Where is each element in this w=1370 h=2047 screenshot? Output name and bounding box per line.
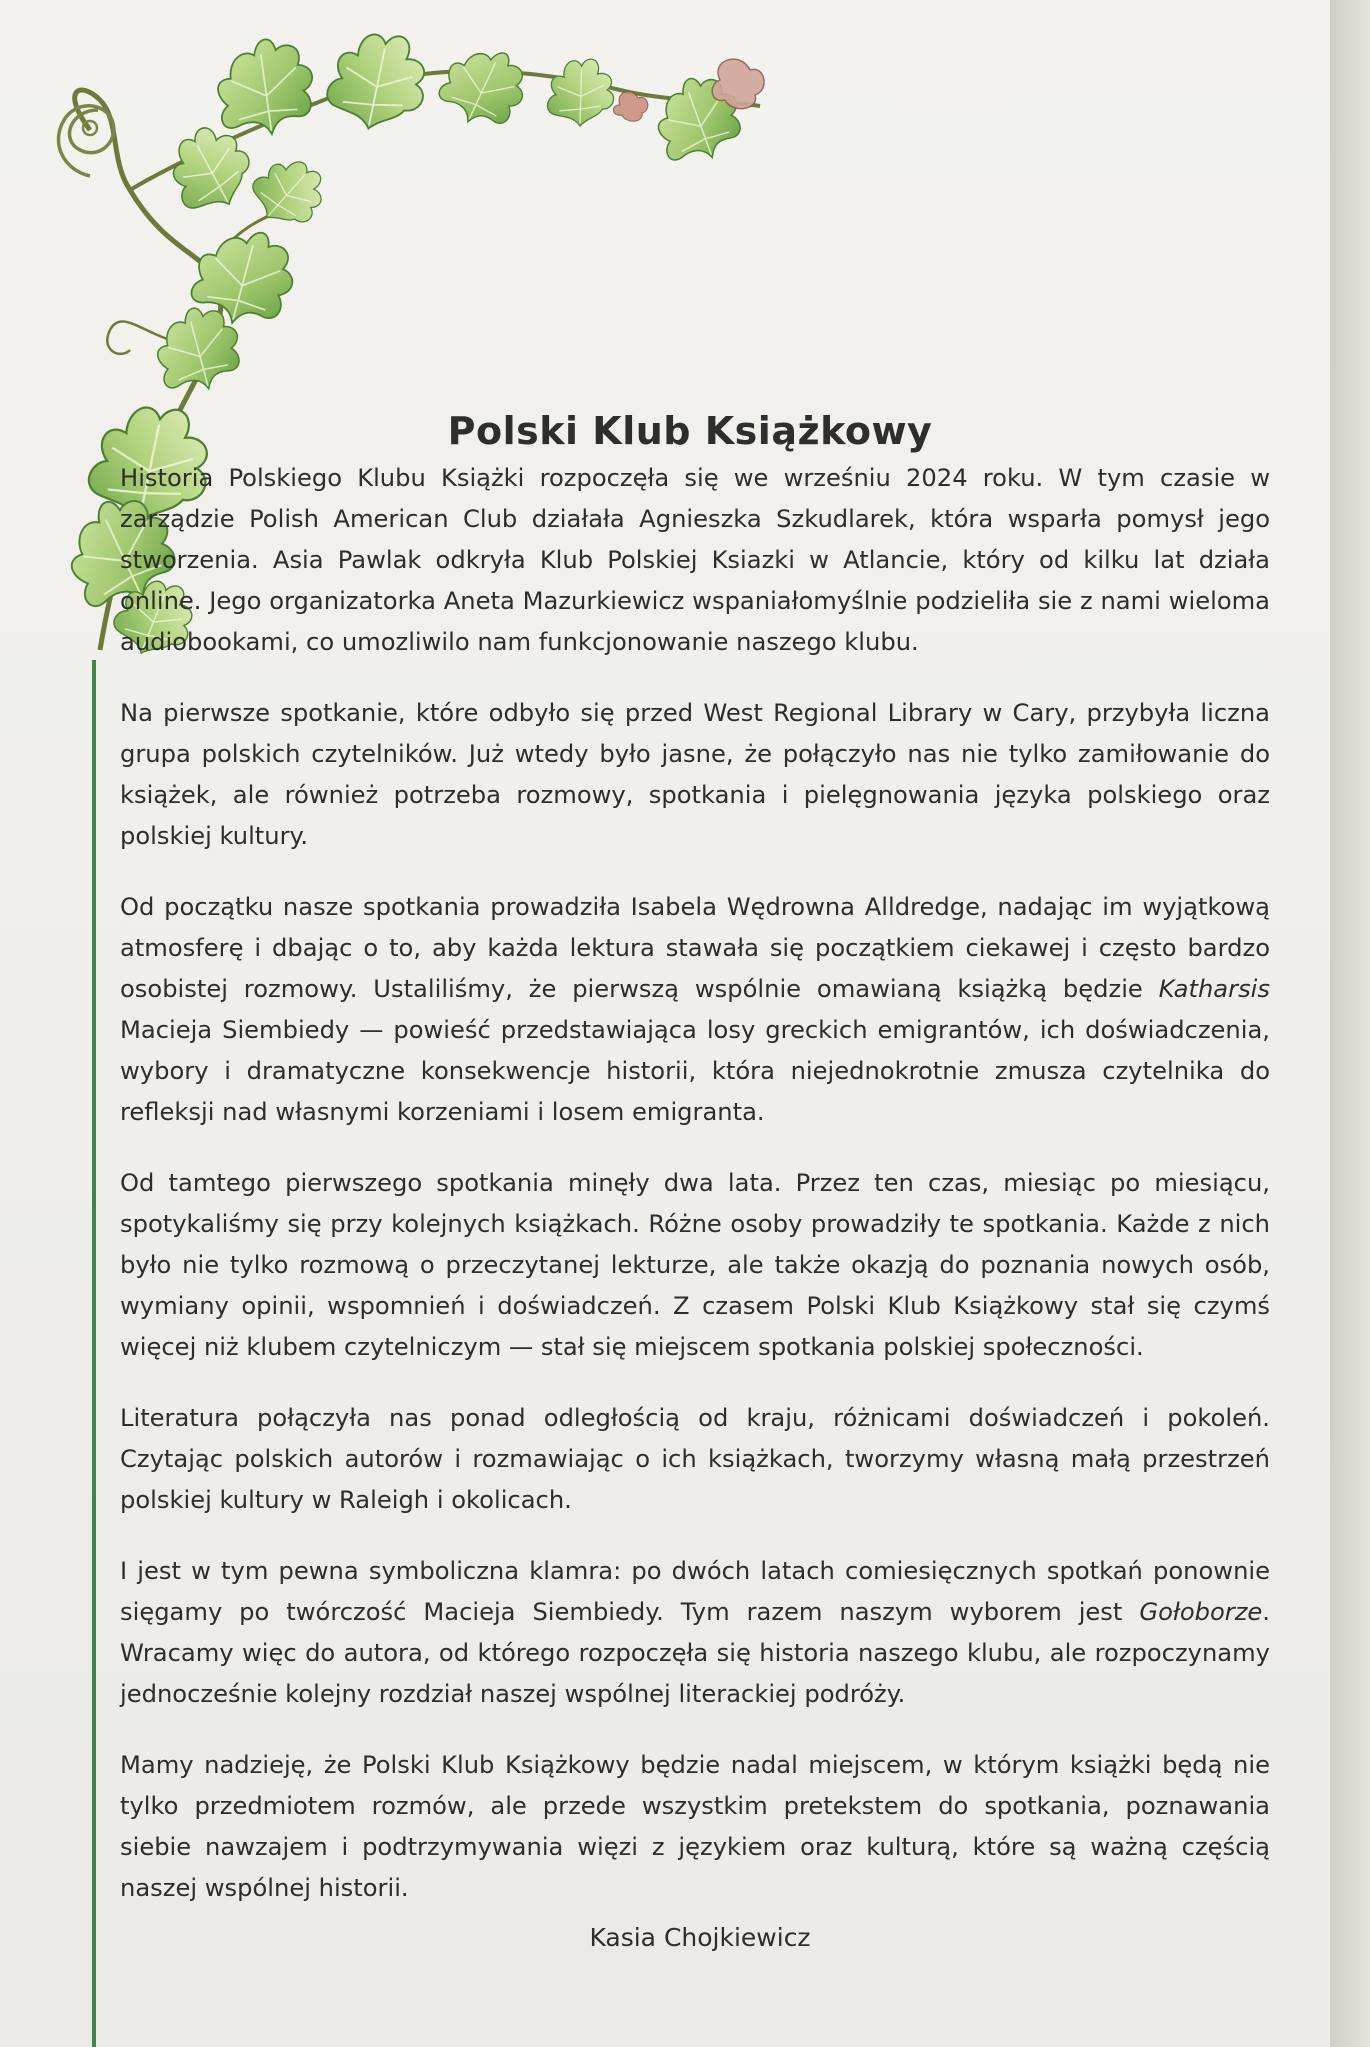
left-border-line [92,660,96,2047]
paragraph-literature: Literatura połączyła nas ponad odległością od kraju, różnicami doświadczeń i pokoleń. Czytając polskich autorów i rozmawiając o ich książkach, tworzymy własną małą przestrzeń polskiej kultury w Raleigh i okolicach. [120,1404,1270,1514]
paragraph-two-years: Od tamtego pierwszego spotkania minęły dwa lata. Przez ten czas, miesiąc po miesiącu, spotykaliśmy się przy kolejnych książkach. Różne osoby prowadziły te spotkania. Każde z nich było nie tylko rozmową o przeczytanej lekturze, ale także okazją do poznania nowych osób, wymiany opinii, wspomnień i doświadczeń. Z czasem Polski Klub Książkowy stał się czymś więcej niż klubem czytelniczym — stał się miejscem spotkania polskiej społeczności. [120,1169,1270,1361]
paragraph-symbolic-bracket [120,1551,1270,1715]
author-signature: Kasia Chojkiewicz [589,1923,811,1952]
document-title: Polski Klub Książkowy [447,409,933,454]
paragraph-hope: Mamy nadzieję, że Polski Klub Książkowy będzie nadal miejscem, w którym książki będą nie tylko przedmiotem rozmów, ale przede wszystkim pretekstem do spotkania, poznawania siebie nawzajem i podtrzymywania więzi z językiem oraz kulturą, które są ważną częścią naszej wspólnej historii. [120,1751,1270,1902]
paragraph-text-segment: Macieja Siembiedy — powieść przedstawiająca losy greckich emigrantów, ich doświadczenia, wybory i dramatyczne konsekwencje historii, która niejednokrotnie zmusza czytelnika do refleksji nad własnymi korzeniami i losem emigranta. [120,1016,1270,1126]
paragraph-meeting-leader [120,887,1270,1133]
paragraph-history: Historia Polskiego Klubu Książki rozpoczęła się we wrześniu 2024 roku. W tym czasie w zarządzie Polish American Club działała Agnieszka Szkudlarek, która wsparła pomysł jego stworzenia. Asia Pawlak odkryła Klub Polskiej Ksiazki w Atlancie, który od kilku lat działa online. Jego organizatorka Aneta Mazurkiewicz wspaniałomyślnie podzieliła sie z nami wieloma audiobookami, co umozliwilo nam funkcjonowanie naszego klubu. [120,464,1270,656]
paragraph-text-segment: Od początku nasze spotkania prowadziła Isabela Wędrowna Alldredge, nadając im wyjątkową atmosferę i dbając o to, aby każda lektura stawała się początkiem ciekawej i często bardzo osobistej rozmowy. Ustaliliśmy, że pierwszą wspólnie omawianą książką będzie [120,893,1270,1003]
paragraph-first-meeting: Na pierwsze spotkanie, które odbyło się przed West Regional Library w Cary, przybyła liczna grupa polskich czytelników. Już wtedy było jasne, że połączyło nas nie tylko zamiłowanie do książek, ale również potrzeba rozmowy, spotkania i pielęgnowania języka polskiego oraz polskiej kultury. [120,699,1270,850]
letter-body [120,458,1270,1939]
book-title-goloborze: Gołoborze [1139,1598,1263,1626]
book-title-katharsis: Katharsis [1158,975,1270,1003]
page-edge-shadow [1330,0,1370,2047]
paragraph-text-segment: I jest w tym pewna symboliczna klamra: po dwóch latach comiesięcznych spotkań ponownie sięgamy po twórczość Macieja Siembiedy. Tym razem naszym wyborem jest [120,1557,1270,1626]
paragraph-text-segment: . Wracamy więc do autora, od którego rozpoczęła się historia naszego klubu, ale rozpoczynamy jednocześnie kolejny rozdział naszej wspólnej literackiej podróży. [120,1598,1270,1708]
